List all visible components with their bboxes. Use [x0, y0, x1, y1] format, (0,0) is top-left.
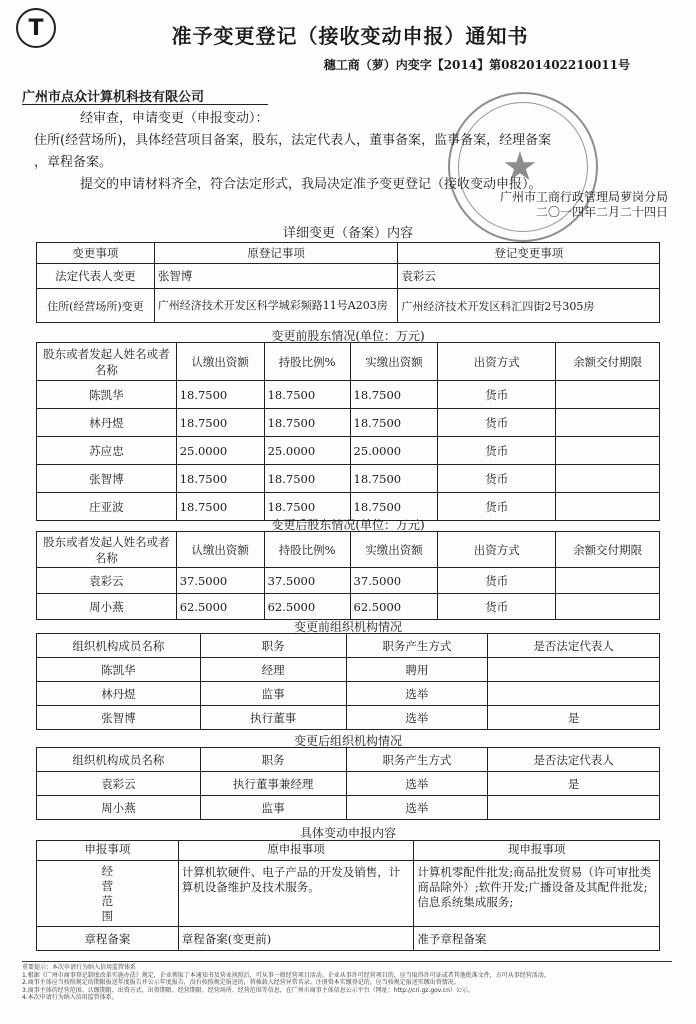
header-cell: 持股比例% — [264, 343, 350, 381]
cell: 监事 — [200, 682, 346, 706]
footer-line: 重要提示：本次申请行为纳入信用监管体系 — [22, 964, 137, 971]
cell: 18.7500 — [176, 493, 264, 521]
header-cell: 余额交付期限 — [556, 532, 660, 568]
table-header-row — [37, 841, 660, 861]
cell: 货币 — [438, 381, 556, 409]
org-before-title: 变更前组织机构情况 — [293, 620, 402, 634]
cell: 37.5000 — [264, 568, 350, 594]
header-cell: 申报事项 — [37, 841, 179, 861]
shareholders-before-title: 变更前股东情况(单位：万元) — [271, 329, 425, 343]
header-cell: 原登记事项 — [154, 243, 398, 264]
header-cell: 出资方式 — [438, 532, 556, 568]
table-row — [37, 381, 660, 409]
scope-new: 计算机零配件批发;商品批发贸易（许可审批类商品除外）;软件开发;广播设备及其配件批发;信息系统集成服务; — [414, 861, 660, 927]
company-underline — [22, 104, 268, 105]
header-cell: 原申报事项 — [178, 841, 414, 861]
header-cell: 持股比例% — [264, 532, 350, 568]
footer-line: 2.商事主体应当按照规定的期限报送年度报告并公示年度报告，没有按照规定报送的，将被载入经营异常名录。注册资本实缴登记的，应当按规定报送实缴出资情况。 — [22, 979, 460, 986]
cell: 18.7500 — [350, 493, 438, 521]
cell: 张智博 — [37, 706, 201, 730]
footer-line: 3.商事主体的经营范围、认缴期限、出资方式、出资期限、经营期限、经营场所、经营范围等信息，在广州市商事主体信息公示平台（网址：http://cri.gz.gov.cn）公示。 — [22, 986, 474, 994]
cell: 周小燕 — [37, 796, 201, 820]
header-cell: 职务 — [200, 634, 346, 658]
cell: 选举 — [346, 682, 488, 706]
table-row — [37, 594, 660, 620]
cell: 25.0000 — [264, 437, 350, 465]
footer-notes — [22, 961, 672, 1002]
cell: 货币 — [438, 409, 556, 437]
header-cell: 登记变更事项 — [398, 243, 660, 264]
cell: 货币 — [438, 594, 556, 620]
cell: 经理 — [200, 658, 346, 682]
table-row — [37, 682, 660, 706]
cell: 是 — [488, 706, 660, 730]
table-row — [37, 437, 660, 465]
cell — [488, 658, 660, 682]
cell: 18.7500 — [264, 493, 350, 521]
header-cell: 组织机构成员名称 — [37, 634, 201, 658]
cell: 选举 — [346, 706, 488, 730]
table-row — [37, 706, 660, 730]
body-line-4: 提交的申请材料齐全，符合法定形式，我局决定准予变更登记（接收变动申报）。 — [80, 177, 542, 192]
table-header-row — [37, 343, 660, 381]
shareholders-before-table — [36, 342, 660, 521]
cell: 62.5000 — [264, 594, 350, 620]
cell: 37.5000 — [350, 568, 438, 594]
cell: 执行董事 — [200, 706, 346, 730]
scope-old: 计算机软硬件、电子产品的开发及销售，计算机设备维护及技术服务。 — [178, 861, 414, 927]
cell: 18.7500 — [350, 381, 438, 409]
cell: 袁彩云 — [37, 568, 177, 594]
issuer-authority: 广州市工商行政管理局萝岗分局 — [499, 190, 668, 204]
scope-label — [37, 861, 179, 927]
shareholders-after-table — [36, 531, 660, 620]
cell: 18.7500 — [264, 465, 350, 493]
cell: 周小燕 — [37, 594, 177, 620]
cell: 货币 — [438, 493, 556, 521]
header-cell: 出资方式 — [438, 343, 556, 381]
header-cell: 现申报事项 — [414, 841, 660, 861]
issuer-block — [440, 190, 668, 220]
cell: 张智博 — [37, 465, 177, 493]
cell: 货币 — [438, 568, 556, 594]
cell — [556, 437, 660, 465]
header-cell: 实缴出资额 — [350, 532, 438, 568]
cell: 18.7500 — [264, 381, 350, 409]
cell: 是 — [488, 772, 660, 796]
change-item: 住所(经营场所)变更 — [37, 289, 155, 323]
org-after-title: 变更后组织机构情况 — [293, 734, 402, 748]
header-cell: 认缴出资额 — [176, 343, 264, 381]
details-title: 详细变更（备案）内容 — [282, 226, 413, 241]
table-row — [37, 772, 660, 796]
cell: 袁彩云 — [37, 772, 201, 796]
body-line-1: 经审查，申请变更（申报变动）： — [80, 111, 269, 126]
body-line-3: ，章程备案。 — [34, 155, 113, 170]
header-cell: 是否法定代表人 — [488, 634, 660, 658]
table-row — [37, 289, 660, 323]
table-row — [37, 264, 660, 289]
table-header-row — [37, 532, 660, 568]
document-title: 准予变更登记（接收变动申报）通知书 — [171, 24, 529, 48]
cell: 25.0000 — [176, 437, 264, 465]
cell: 37.5000 — [176, 568, 264, 594]
cell: 62.5000 — [350, 594, 438, 620]
cell: 庄亚波 — [37, 493, 177, 521]
table-header-row — [37, 748, 660, 772]
header-cell: 组织机构成员名称 — [37, 748, 201, 772]
company-name: 广州市点众计算机科技有限公司 — [22, 90, 205, 105]
table-row — [37, 927, 660, 951]
table-row — [37, 658, 660, 682]
header-cell: 认缴出资额 — [176, 532, 264, 568]
cell: 货币 — [438, 465, 556, 493]
new-value: 广州经济技术开发区科汇四街2号305房 — [398, 289, 660, 323]
cell — [556, 594, 660, 620]
badge: T — [16, 8, 56, 48]
charter-new: 准予章程备案 — [414, 927, 660, 951]
footer-line: 4.本次申请行为纳入信用监管体系。 — [22, 994, 118, 1001]
table-row — [37, 409, 660, 437]
shareholders-after-title: 变更后股东情况(单位：万元) — [271, 518, 425, 532]
old-value: 张智博 — [154, 264, 398, 289]
cell — [556, 381, 660, 409]
header-cell: 职务产生方式 — [346, 634, 488, 658]
cell: 林丹煜 — [37, 409, 177, 437]
table-row — [37, 796, 660, 820]
cell: 执行董事兼经理 — [200, 772, 346, 796]
new-value: 袁彩云 — [398, 264, 660, 289]
header-cell: 股东或者发起人姓名或者名称 — [37, 532, 177, 568]
table-row — [37, 568, 660, 594]
org-after-table — [36, 747, 660, 820]
cell: 选举 — [346, 772, 488, 796]
cell: 货币 — [438, 437, 556, 465]
cell: 陈凯华 — [37, 381, 177, 409]
cell: 18.7500 — [176, 465, 264, 493]
header-cell: 职务 — [200, 748, 346, 772]
cell: 18.7500 — [176, 381, 264, 409]
table-header-row — [37, 634, 660, 658]
charter-old: 章程备案(变更前) — [178, 927, 414, 951]
table-row — [37, 465, 660, 493]
document-number: 穗工商（萝）内变字【2014】第08201402210011号 — [323, 58, 630, 72]
header-cell: 变更事项 — [37, 243, 155, 264]
star-icon: ★ — [502, 144, 538, 190]
cell: 25.0000 — [350, 437, 438, 465]
cell — [488, 796, 660, 820]
footer-line: 1.根据《广州市商事登记制度改革实施办法》规定，企业领取了本通知书及营业执照后，可从事一般经营项目活动。企业从事许可经营项目的，应当取得许可证或者其他批准文件，方可从事经营活动。 — [22, 971, 550, 979]
header-cell: 实缴出资额 — [350, 343, 438, 381]
issue-date: 二〇一四年二月二十四日 — [535, 205, 668, 219]
table-row — [37, 861, 660, 927]
cell: 选举 — [346, 796, 488, 820]
cell: 监事 — [200, 796, 346, 820]
cell: 18.7500 — [176, 409, 264, 437]
org-before-table — [36, 633, 660, 730]
cell — [488, 682, 660, 706]
cell: 18.7500 — [350, 409, 438, 437]
body-line-2: 住所(经营场所)，具体经营项目备案，股东，法定代表人，董事备案，监事备案，经理备案 — [34, 133, 552, 148]
change-table — [36, 242, 660, 323]
cell: 18.7500 — [264, 409, 350, 437]
old-value: 广州经济技术开发区科学城彩频路11号A203房 — [154, 289, 398, 323]
cell: 林丹煜 — [37, 682, 201, 706]
cell — [556, 568, 660, 594]
declaration-table — [36, 840, 660, 951]
cell: 62.5000 — [176, 594, 264, 620]
header-cell: 是否法定代表人 — [488, 748, 660, 772]
cell — [556, 465, 660, 493]
charter-label: 章程备案 — [37, 927, 179, 951]
scope-label-text: 经营范围 — [101, 863, 114, 923]
cell: 苏应忠 — [37, 437, 177, 465]
header-cell: 股东或者发起人姓名或者名称 — [37, 343, 177, 381]
cell: 聘用 — [346, 658, 488, 682]
cell: 18.7500 — [350, 465, 438, 493]
cell — [556, 409, 660, 437]
header-cell: 余额交付期限 — [556, 343, 660, 381]
cell: 陈凯华 — [37, 658, 201, 682]
declaration-title: 具体变动申报内容 — [299, 826, 396, 840]
table-header-row — [37, 243, 660, 264]
change-item: 法定代表人变更 — [37, 264, 155, 289]
header-cell: 职务产生方式 — [346, 748, 488, 772]
